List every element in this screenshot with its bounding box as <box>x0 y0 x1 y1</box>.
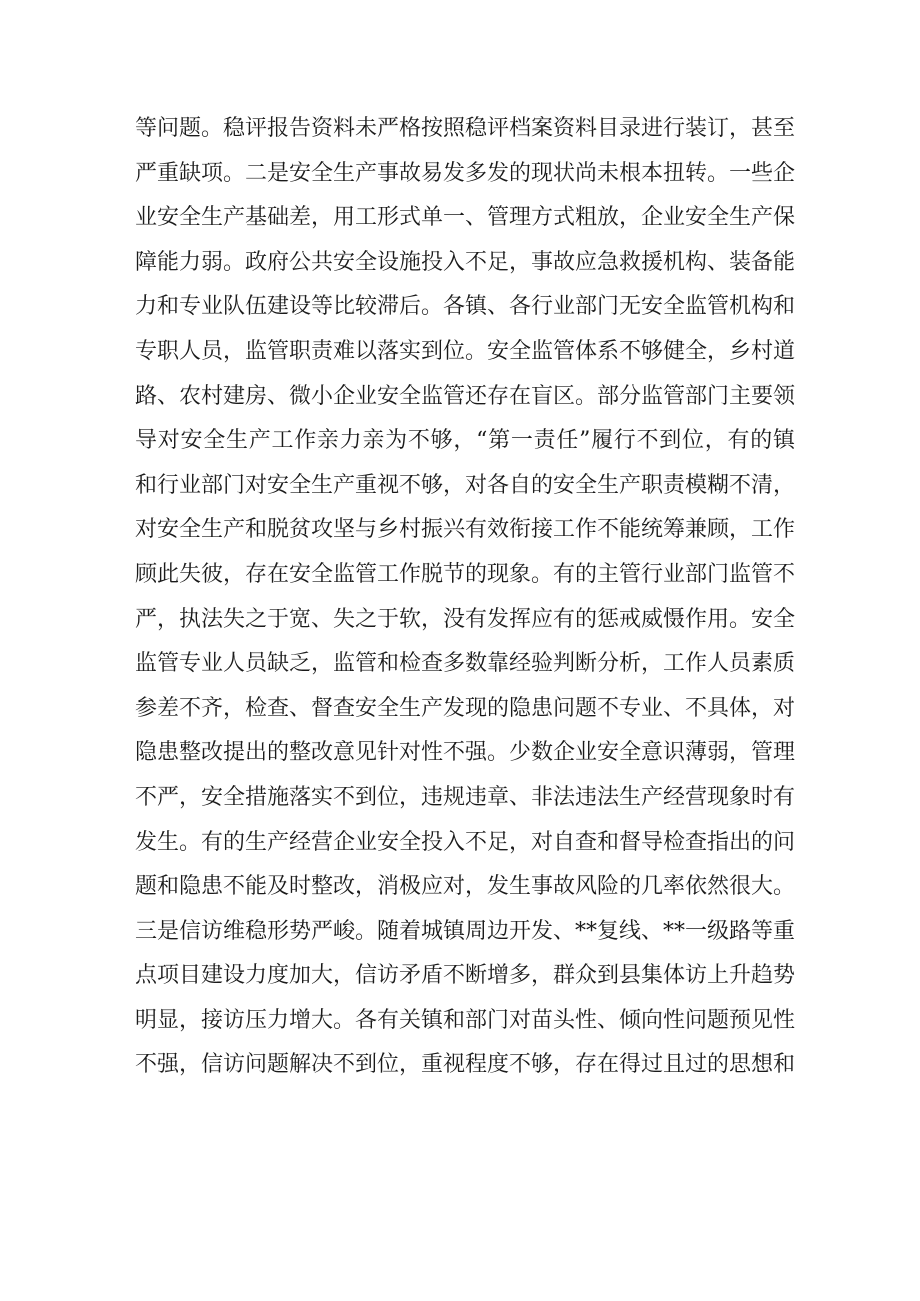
text-line-17: 发生。有的生产经营企业安全投入不足，对自查和督导检查指出的问 <box>135 829 796 855</box>
text-line-12: 严，执法失之于宽、失之于软，没有发挥应有的惩戒威慑作用。安全 <box>135 606 796 632</box>
text-line-5: 力和专业队伍建设等比较滞后。各镇、各行业部门无安全监管机构和 <box>135 294 796 320</box>
text-line-21: 明显，接访压力增大。各有关镇和部门对苗头性、倾向性问题预见性 <box>135 1007 796 1033</box>
text-line-7: 路、农村建房、微小企业安全监管还存在盲区。部分监管部门主要领 <box>135 383 796 409</box>
text-line-6: 专职人员，监管职责难以落实到位。安全监管体系不够健全，乡村道 <box>135 338 796 364</box>
text-line-19: 三是信访维稳形势严峻。随着城镇周边开发、**复线、**一级路等重 <box>135 918 796 944</box>
text-line-3: 业安全生产基础差，用工形式单一、管理方式粗放，企业安全生产保 <box>135 205 796 231</box>
text-line-16: 不严，安全措施落实不到位，违规违章、非法违法生产经营现象时有 <box>135 784 796 810</box>
text-line-2: 严重缺项。二是安全生产事故易发多发的现状尚未根本扭转。一些企 <box>135 160 796 186</box>
text-line-4: 障能力弱。政府公共安全设施投入不足，事故应急救援机构、装备能 <box>135 249 796 275</box>
text-line-15: 隐患整改提出的整改意见针对性不强。少数企业安全意识薄弱，管理 <box>135 740 796 766</box>
text-line-22: 不强，信访问题解决不到位，重视程度不够，存在得过且过的思想和 <box>135 1052 796 1078</box>
text-line-18: 题和隐患不能及时整改，消极应对，发生事故风险的几率依然很大。 <box>135 874 796 900</box>
text-line-10: 对安全生产和脱贫攻坚与乡村振兴有效衔接工作不能统筹兼顾，工作 <box>135 517 796 543</box>
text-line-11: 顾此失彼，存在安全监管工作脱节的现象。有的主管行业部门监管不 <box>135 561 796 587</box>
text-line-14: 参差不齐，检查、督查安全生产发现的隐患问题不专业、不具体，对 <box>135 695 796 721</box>
text-line-9: 和行业部门对安全生产重视不够，对各自的安全生产职责模糊不清， <box>135 472 796 498</box>
text-line-20: 点项目建设力度加大，信访矛盾不断增多，群众到县集体访上升趋势 <box>135 963 796 989</box>
body-paragraph <box>135 107 795 1088</box>
text-line-1: 等问题。稳评报告资料未严格按照稳评档案资料目录进行装订，甚至 <box>135 116 796 141</box>
text-line-13: 监管专业人员缺乏，监管和检查多数靠经验判断分析，工作人员素质 <box>135 651 796 677</box>
text-line-8: 导对安全生产工作亲力亲为不够，“第一责任”履行不到位，有的镇 <box>135 428 795 454</box>
